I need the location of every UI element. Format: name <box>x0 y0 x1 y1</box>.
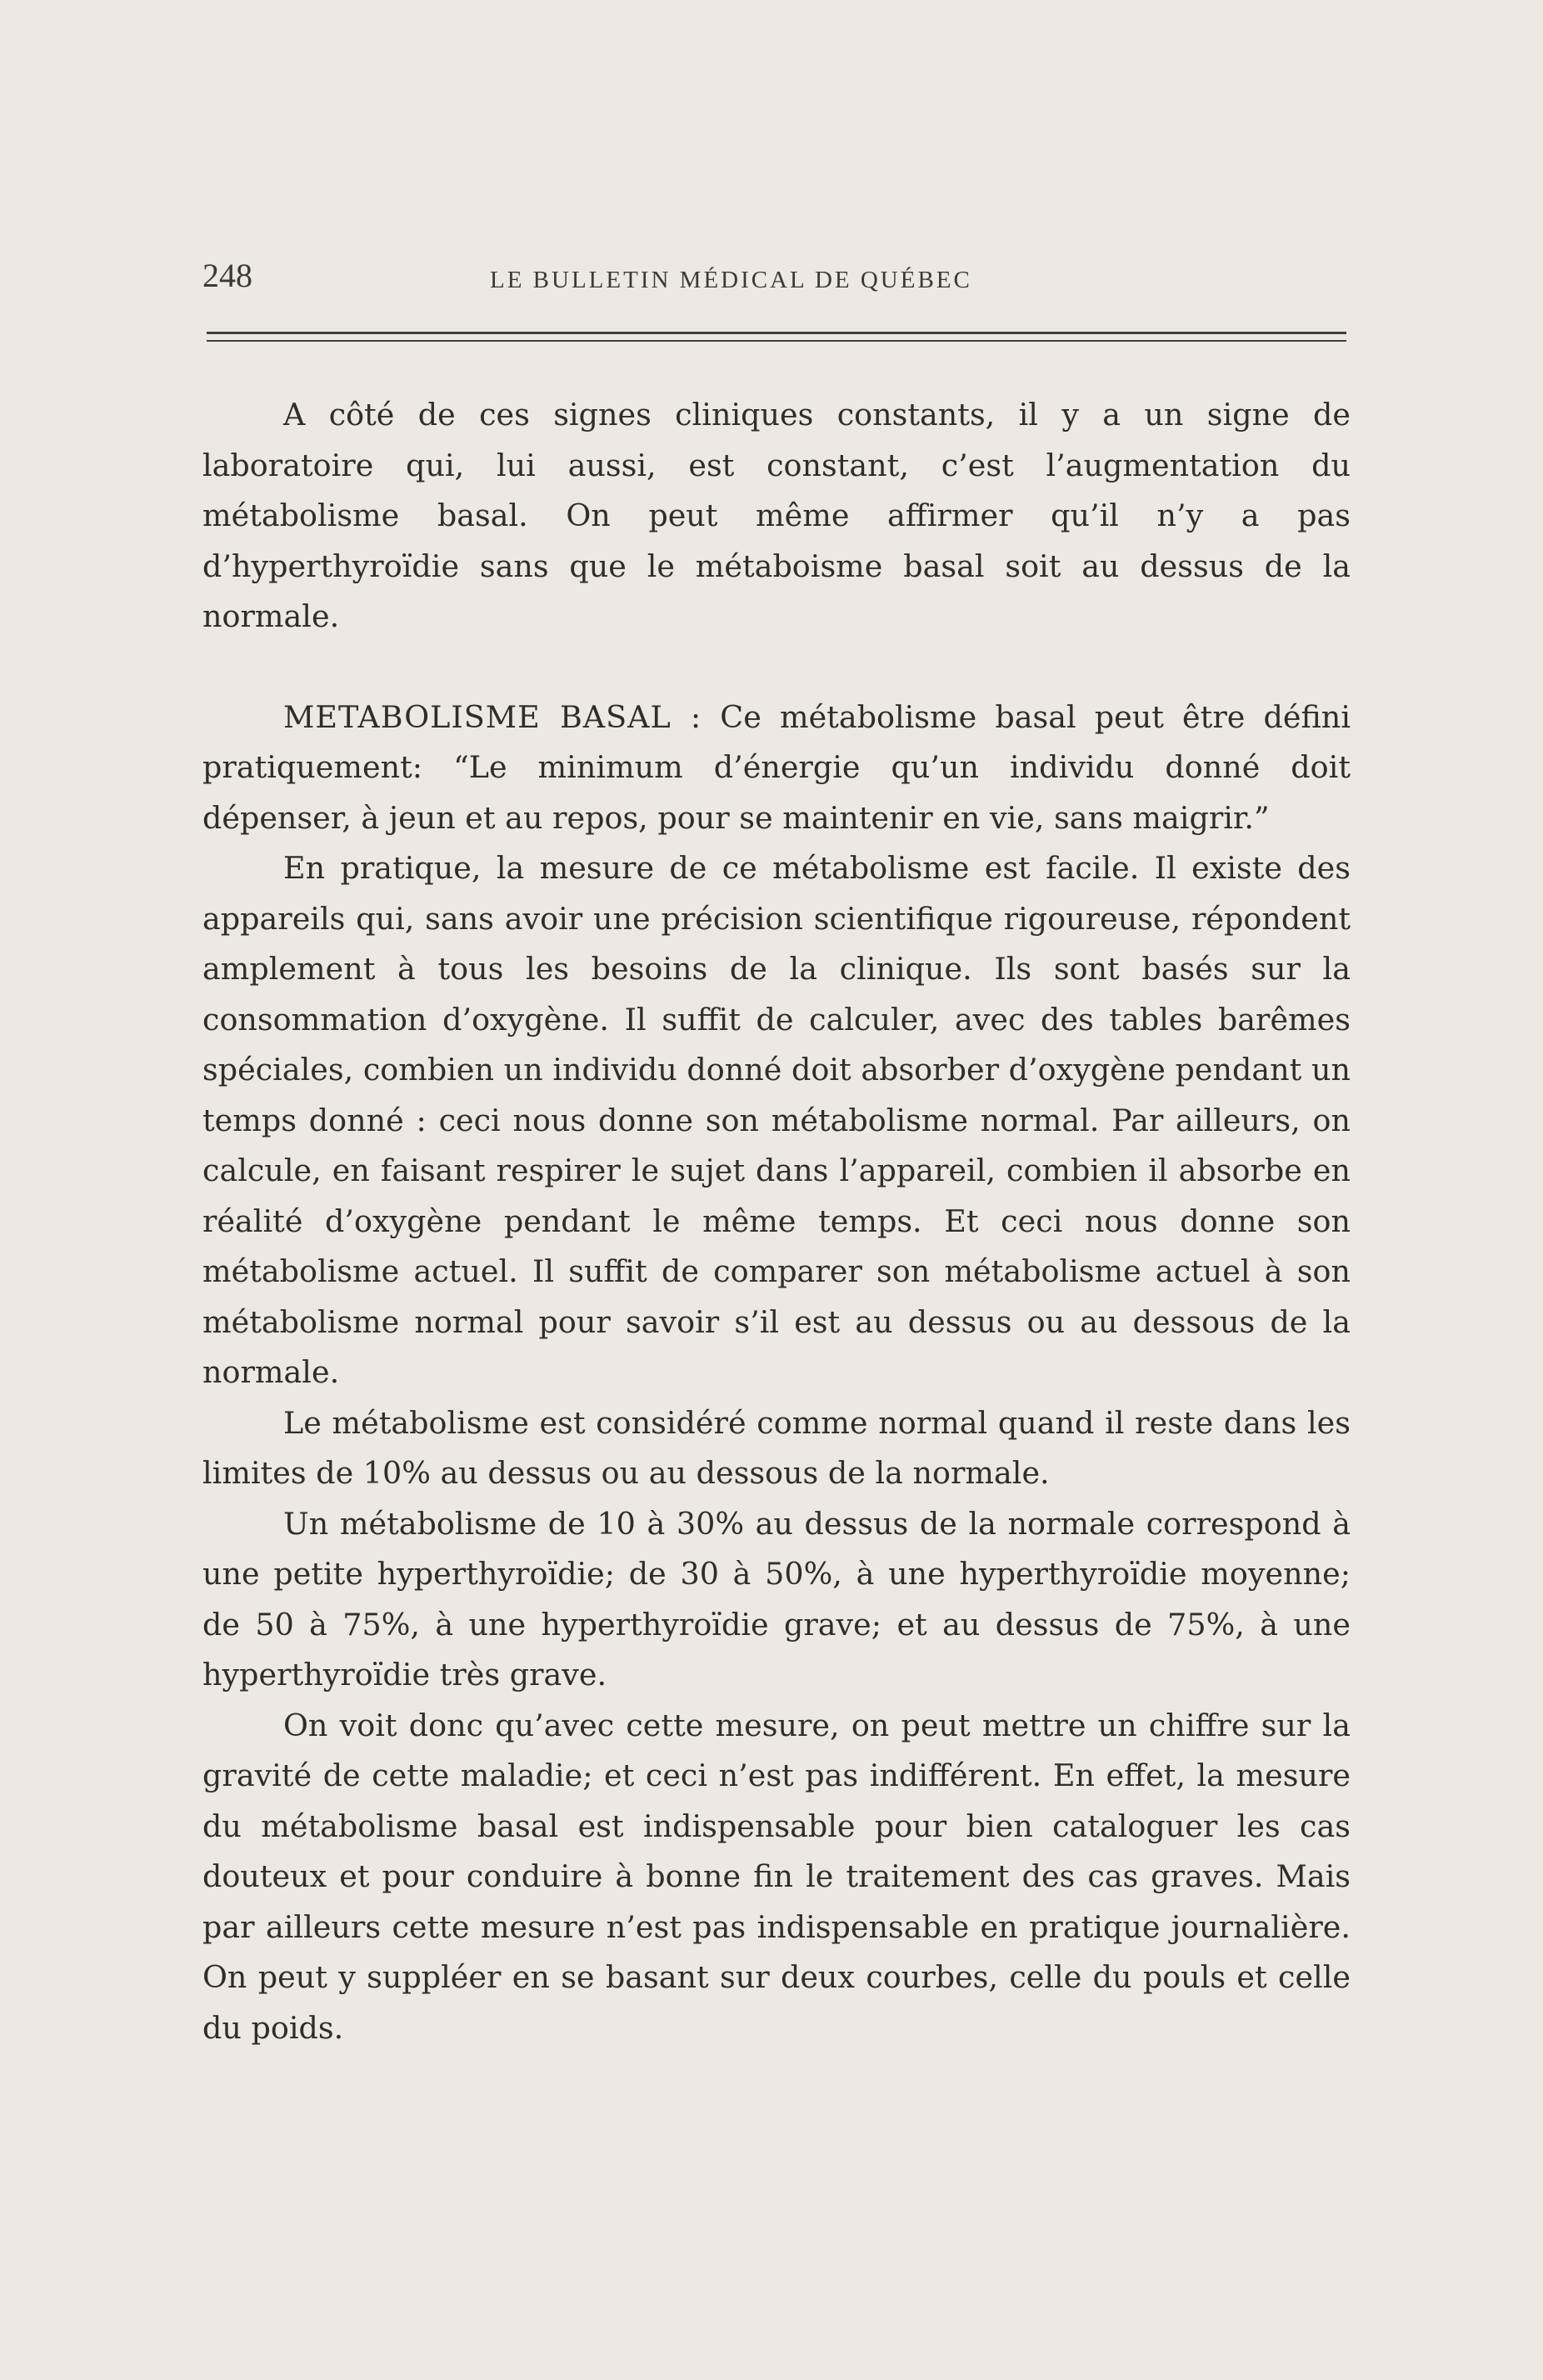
paragraph-basal-metabolism-definition <box>202 692 1351 844</box>
page-number: 248 <box>202 257 252 294</box>
section-heading-metabolisme-basal: METABOLISME BASAL : <box>283 698 702 735</box>
paragraph-metabolism-intro: A côté de ces signes cliniques constants, il y a un signe de laboratoire qui, lui aussi, est constant, c’est l’augmentation du métabolisme basal. On peut même affirmer qu’il n’y a pas d’hyperthyroïdie sans que le métaboisme basal soit au dessus de la normale. <box>202 397 1351 634</box>
running-header <box>202 257 1348 295</box>
header-rule-top <box>207 332 1346 334</box>
journal-title: LE BULLETIN MÉDICAL DE QUÉBEC <box>490 267 972 293</box>
paragraph-measurement-practice: En pratique, la mesure de ce métabolisme est facile. Il existe des appareils qui, sans avoir une précision scientifique rigoureuse, répondent amplement à tous les besoins de la clinique. Ils sont basés sur la consommation d’oxygène. Il suffit de calculer, avec des tables barêmes spéciales, combien un individu donné doit absorber d’oxygène pendant un temps donné : ceci nous donne son métabolisme normal. Par ailleurs, on calcule, en faisant respirer le sujet dans l’appareil, combien il absorbe en réalité d’oxygène pendant le même temps. Et ceci nous donne son métabolisme actuel. Il suffit de comparer son métabolisme actuel à son métabolisme normal pour savoir s’il est au dessus ou au dessous de la normale. <box>202 850 1351 1390</box>
header-rule-bottom <box>207 340 1346 342</box>
paragraph-normal-range: Le métabolisme est considéré comme normal quand il reste dans les limites de 10% au dessus ou au dessous de la normale. <box>202 1404 1351 1491</box>
paragraph-definition-text: Ce métabolisme basal peut être défini pratiquement: “Le minimum d’énergie qu’un individu donné doit dépenser, à jeun et au repos, pour se maintenir en vie, sans maigrir.” <box>202 698 1351 836</box>
article-body <box>202 390 1351 2053</box>
paragraph-conclusion: On voit donc qu’avec cette mesure, on peut mettre un chiffre sur la gravité de cette maladie; et ceci n’est pas indifférent. En effet, la mesure du métabolisme basal est indispensable pour bien cataloguer les cas douteux et pour conduire à bonne fin le traitement des cas graves. Mais par ailleurs cette mesure n’est pas indispensable en pratique journalière. On peut y suppléer en se basant sur deux courbes, celle du pouls et celle du poids. <box>202 1707 1351 2046</box>
paragraph-severity-scale: Un métabolisme de 10 à 30% au dessus de la normale correspond à une petite hyperthyroïdie; de 30 à 50%, à une hyperthyroïdie moyenne; de 50 à 75%, à une hyperthyroïdie grave; et au dessus de 75%, à une hyperthyroïdie très grave. <box>202 1505 1351 1692</box>
